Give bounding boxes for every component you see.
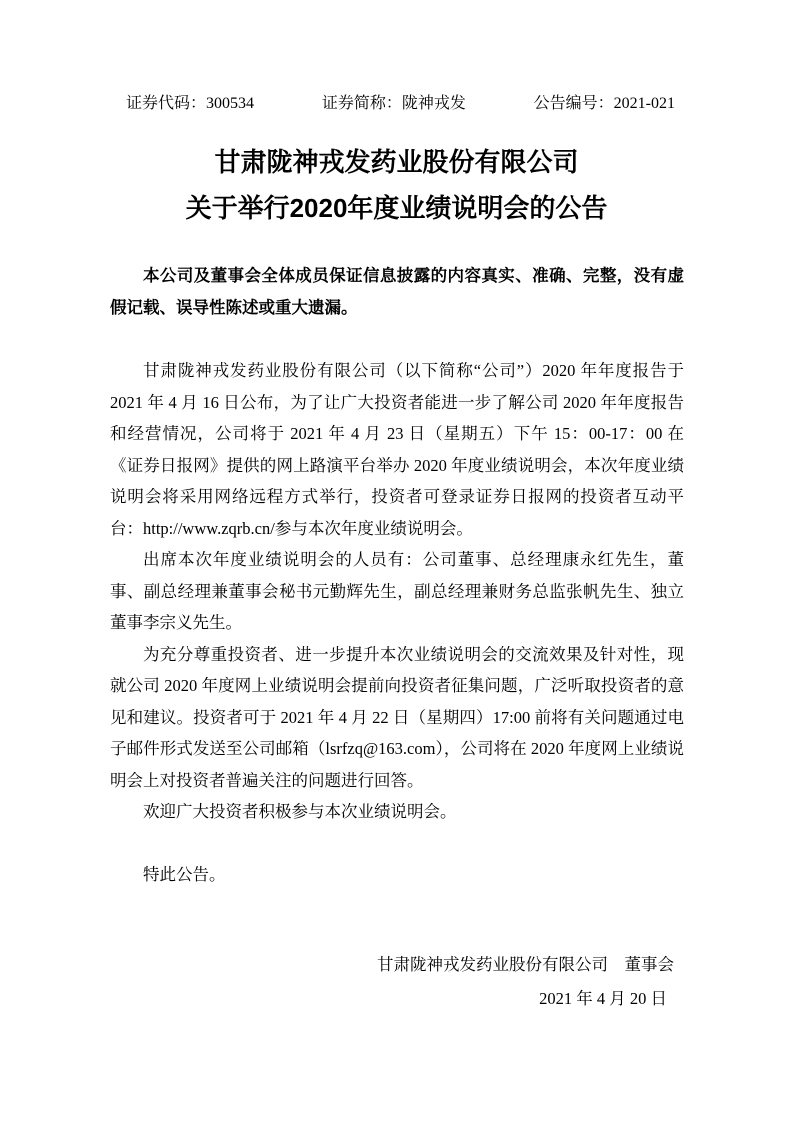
title-line-1: 甘肃陇神戎发药业股份有限公司 xyxy=(214,147,579,177)
document-header xyxy=(126,0,675,113)
document-title xyxy=(0,139,793,231)
paragraph-question-collection: 为充分尊重投资者、进一步提升本次业绩说明会的交流效果及针对性，现就公司 2020 年度网上业绩说明会提前向投资者征集问题，广泛听取投资者的意见和建议。投资者可于 2021 年 4 月 22 日（星期四）17:00 前将有关问题通过电子邮件形式发送至公司邮箱（lsrfzq@163.com），公司将在 2020 年度网上业绩说明会上对投资者普遍关注的问题进行回答。 xyxy=(110,644,684,790)
disclaimer-statement: 本公司及董事会全体成员保证信息披露的内容真实、准确、完整，没有虚假记载、误导性陈述或重大遗漏。 xyxy=(110,267,684,317)
announcement-number: 公告编号：2021-021 xyxy=(533,95,675,112)
title-line-2: 关于举行2020年度业绩说明会的公告 xyxy=(185,193,608,223)
paragraph-welcome: 欢迎广大投资者积极参与本次业绩说明会。 xyxy=(143,802,457,821)
signature-block xyxy=(0,949,676,1015)
closing-statement: 特此公告。 xyxy=(143,865,226,884)
signature-company: 甘肃陇神戎发药业股份有限公司 董事会 xyxy=(377,954,674,974)
stock-code: 证券代码：300534 xyxy=(126,95,255,112)
document-body xyxy=(110,355,684,891)
paragraph-attendees: 出席本次年度业绩说明会的人员有：公司董事、总经理康永红先生，董事、副总经理兼董事会秘书元勤辉先生，副总经理兼财务总监张帆先生、独立董事李宗义先生。 xyxy=(110,550,684,632)
paragraph-meeting-info: 甘肃陇神戎发药业股份有限公司（以下简称“公司”）2020 年年度报告于 2021 年 4 月 16 日公布，为了让广大投资者能进一步了解公司 2020 年年度报告和经营情况，公司将于 2021 年 4 月 23 日（星期五）下午 15：00-17：00 在《证券日报网》提供的网上路演平台举办 2020 年度业绩说明会，本次年度业绩说明会将采用网络远程方式举行，投资者可登录证券日报网的投资者互动平台：http://www.zqrb.cn/参与本次年度业绩说明会。 xyxy=(110,361,684,538)
signature-date: 2021 年 4 月 20 日 xyxy=(539,989,667,1008)
stock-name: 证券简称：陇神戎发 xyxy=(321,95,466,112)
